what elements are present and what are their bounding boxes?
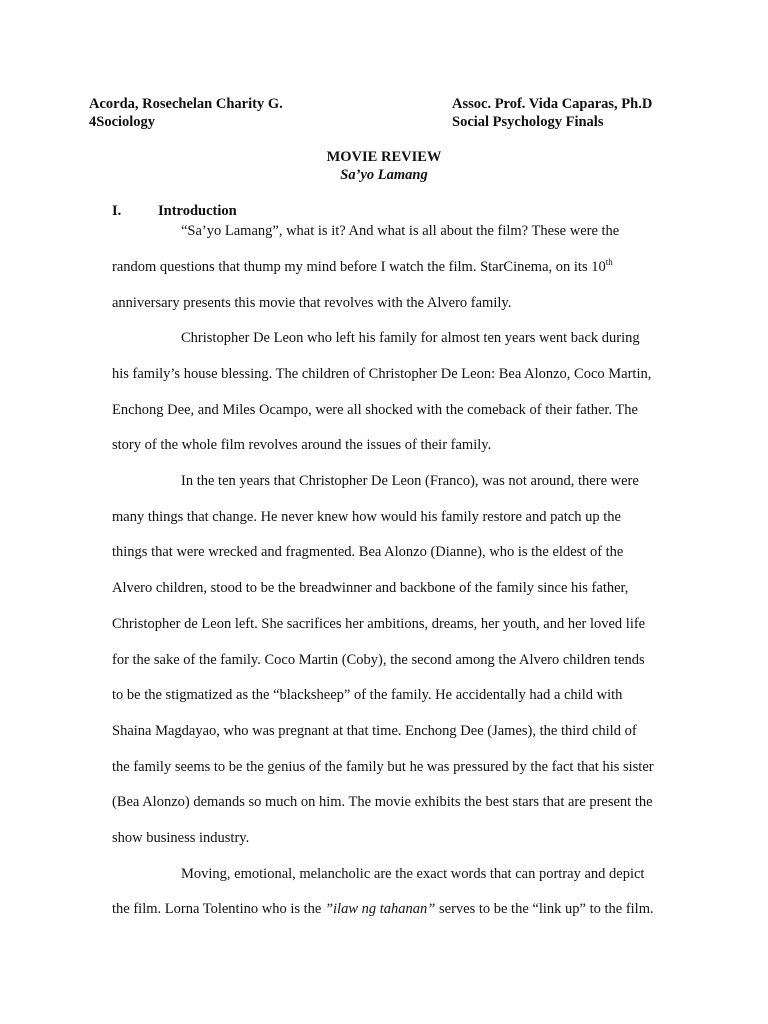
- ordinal-superscript: th: [605, 257, 613, 267]
- body-line-18: show business industry.: [112, 830, 250, 846]
- body-line-13: for the sake of the family. Coco Martin (Coby), the second among the Alvero children tends: [112, 652, 645, 668]
- body-line-4: Christopher De Leon who left his family for almost ten years went back during: [181, 330, 640, 346]
- body-line-17: (Bea Alonzo) demands so much on him. The movie exhibits the best stars that are present the: [112, 794, 653, 810]
- body-line-12: Christopher de Leon left. She sacrifices her ambitions, dreams, her youth, and her loved life: [112, 616, 646, 632]
- professor-name: Assoc. Prof. Vida Caparas, Ph.D: [452, 96, 653, 112]
- body-line-20: [112, 900, 654, 918]
- body-line-8: In the ten years that Christopher De Leon (Franco), was not around, there were: [181, 473, 639, 489]
- course-title: Social Psychology Finals: [452, 114, 604, 130]
- author-course: 4Sociology: [89, 114, 156, 130]
- author-name: Acorda, Rosechelan Charity G.: [89, 96, 283, 112]
- body-line-19: Moving, emotional, melancholic are the exact words that can portray and depict: [181, 866, 645, 882]
- body-line-2-text: random questions that thump my mind before I watch the film. StarCinema, on its 10: [112, 259, 606, 275]
- body-line-3: anniversary presents this movie that revolves with the Alvero family.: [112, 295, 512, 311]
- body-line-1: “Sa’yo Lamang”, what is it? And what is all about the film? These were the: [181, 223, 620, 239]
- body-line-14: to be the stigmatized as the “blacksheep” of the family. He accidentally had a child with: [112, 687, 623, 703]
- document-subtitle: Sa’yo Lamang: [340, 167, 428, 183]
- body-line-5: his family’s house blessing. The children of Christopher De Leon: Bea Alonzo, Coco Martin,: [112, 366, 652, 382]
- body-line-20-text-c: serves to be the “link up” to the film.: [435, 901, 654, 917]
- body-line-10: things that were wrecked and fragmented. Bea Alonzo (Dianne), who is the eldest of the: [112, 544, 624, 560]
- body-line-2: [112, 258, 613, 276]
- body-line-15: Shaina Magdayao, who was pregnant at that time. Enchong Dee (James), the third child of: [112, 723, 637, 739]
- body-line-7: story of the whole film revolves around the issues of their family.: [112, 437, 492, 453]
- body-line-9: many things that change. He never knew how would his family restore and patch up the: [112, 509, 621, 525]
- section-number: I.: [112, 203, 122, 219]
- body-line-20-italic: ”ilaw ng tahanan”: [324, 901, 436, 917]
- body-line-16: the family seems to be the genius of the family but he was pressured by the fact that his sister: [112, 759, 654, 775]
- body-line-11: Alvero children, stood to be the breadwinner and backbone of the family since his father,: [112, 580, 629, 596]
- document-title: MOVIE REVIEW: [326, 149, 442, 165]
- body-line-20-text-a: the film. Lorna Tolentino who is the: [112, 901, 325, 917]
- section-heading: Introduction: [158, 203, 237, 219]
- body-line-6: Enchong Dee, and Miles Ocampo, were all shocked with the comeback of their father. The: [112, 402, 638, 418]
